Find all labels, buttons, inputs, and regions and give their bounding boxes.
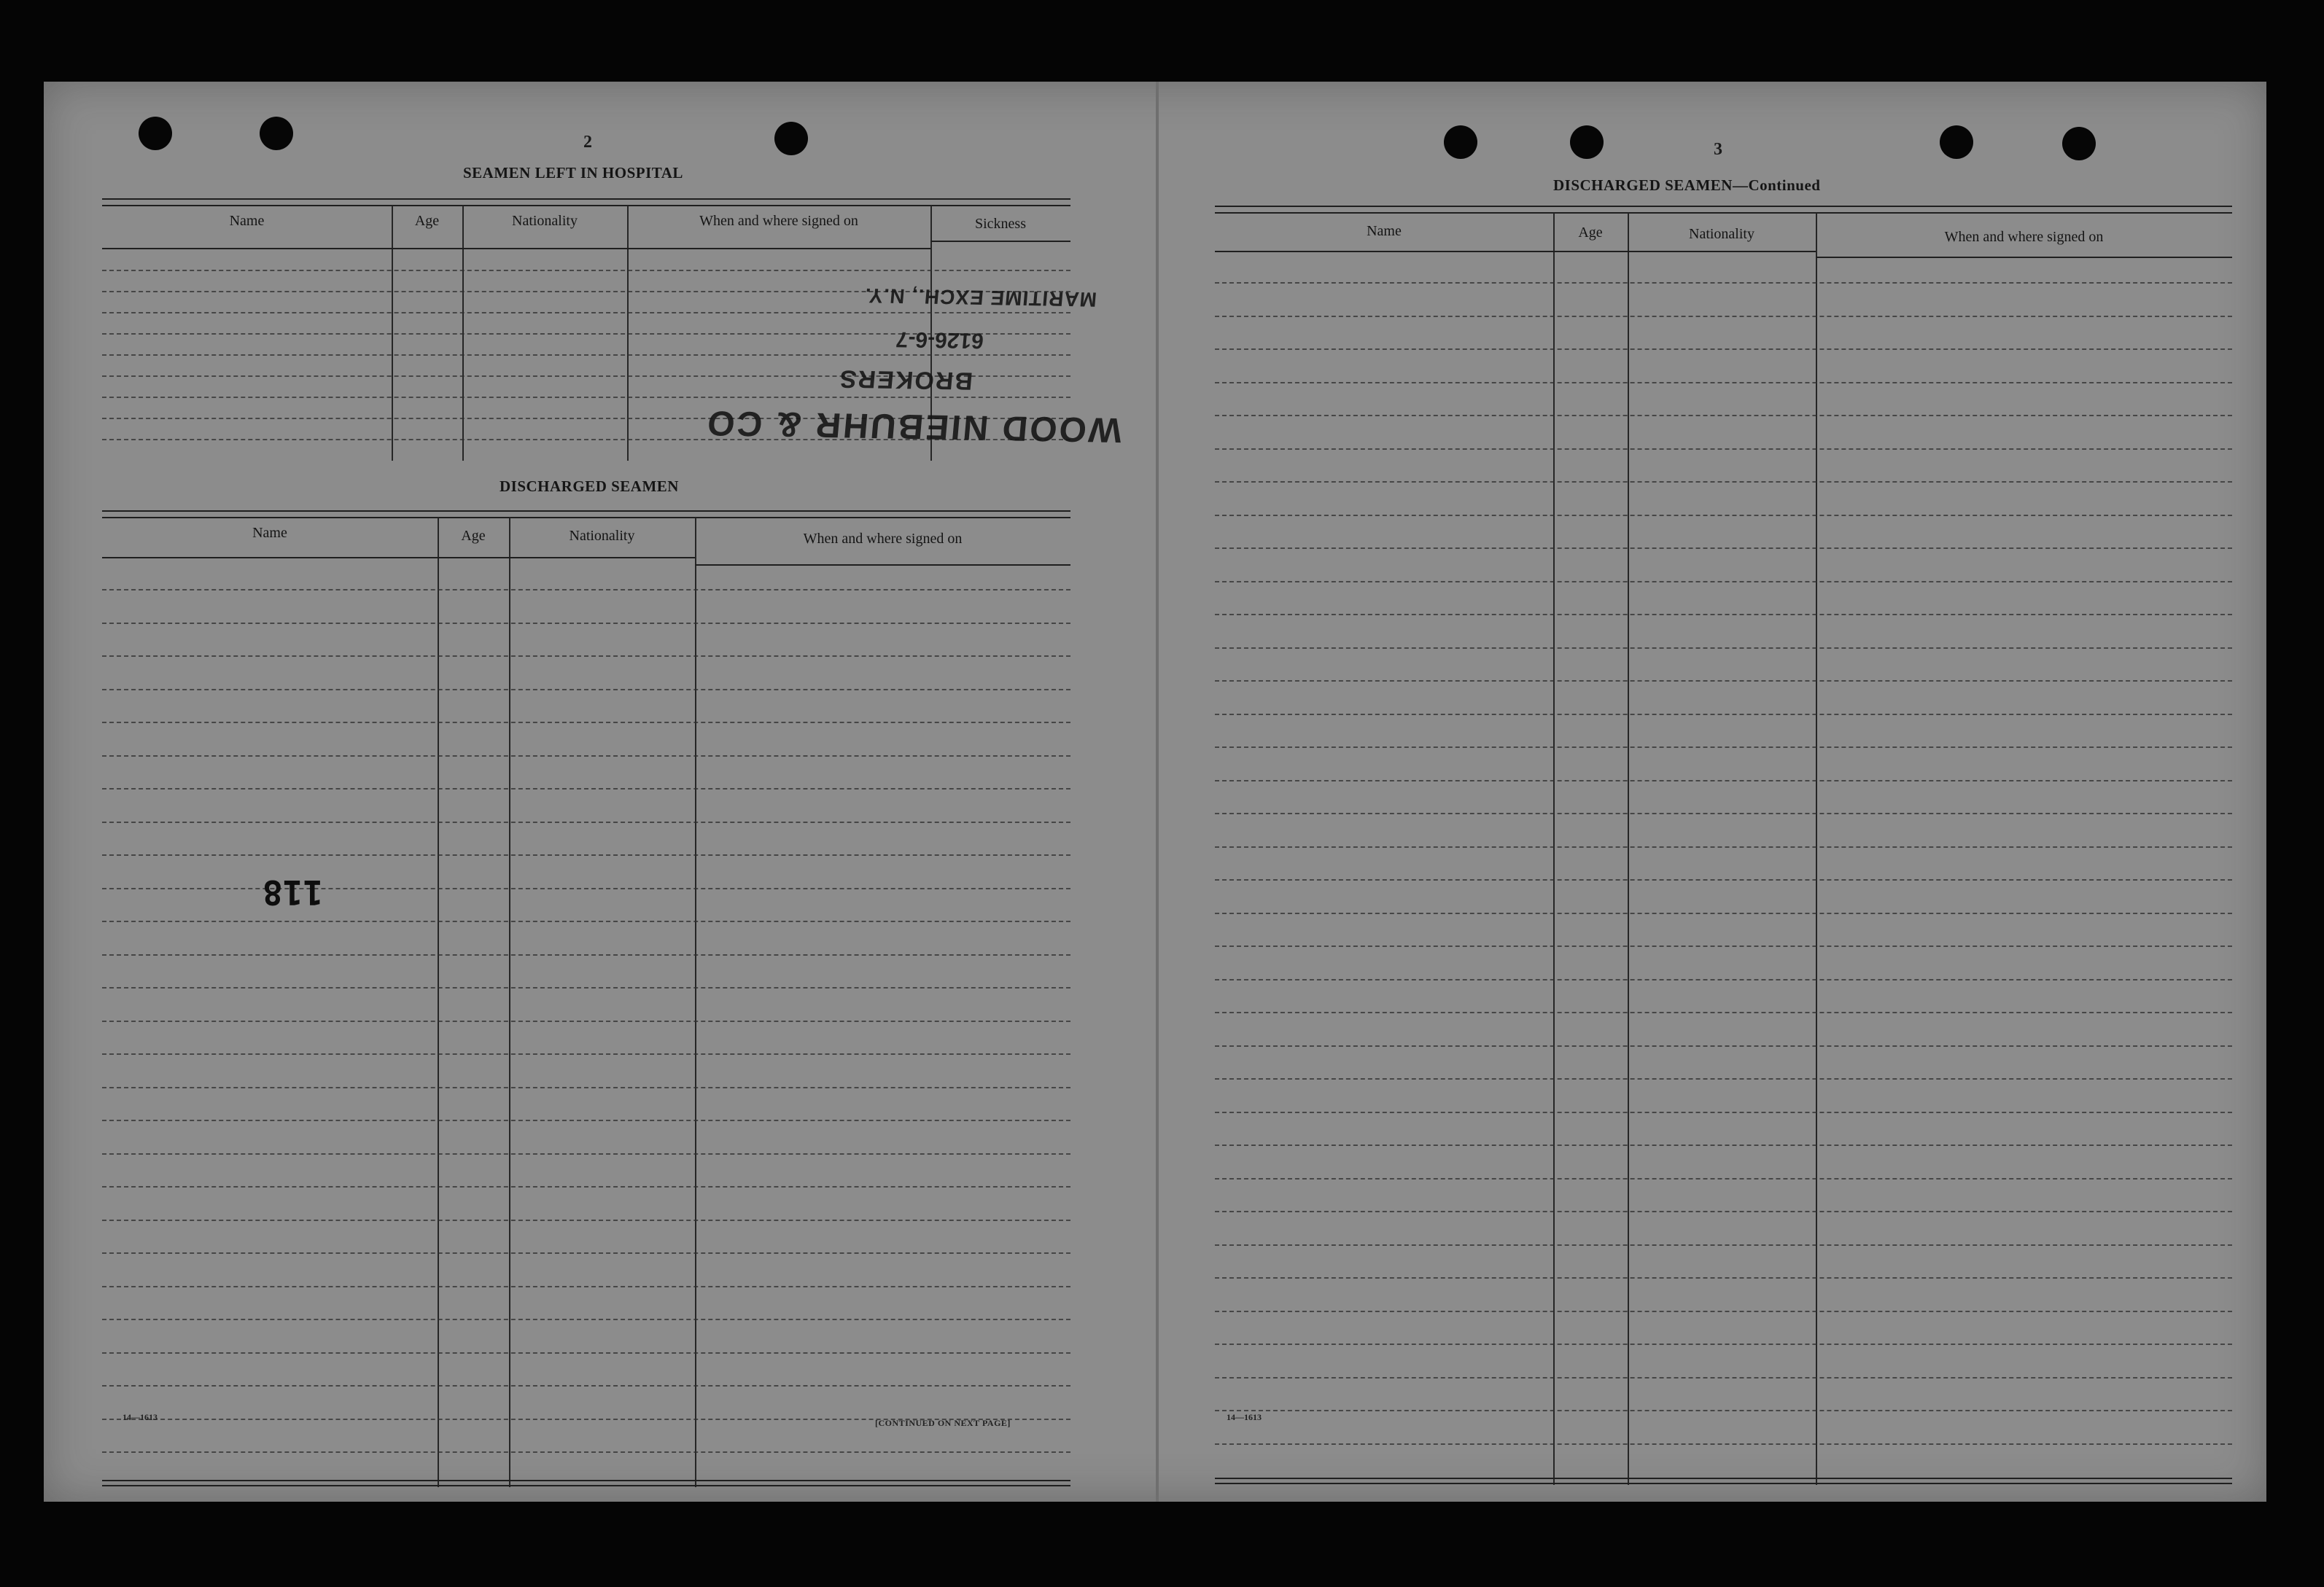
row-line	[1215, 1045, 2232, 1047]
row-line	[1215, 780, 2232, 781]
column-header-nationality: Nationality	[512, 213, 578, 229]
column-divider	[1628, 213, 1629, 1485]
column-header-name: Name	[252, 525, 287, 541]
punch-hole	[774, 122, 808, 155]
column-divider	[1553, 213, 1555, 1485]
column-header-age: Age	[461, 528, 486, 544]
column-header-nationality: Nationality	[569, 528, 635, 544]
row-line	[1215, 1311, 2232, 1312]
row-line	[1215, 515, 2232, 516]
header-underline	[102, 557, 695, 558]
row-line	[102, 755, 1070, 757]
stamp-line-2: BROKERS	[837, 364, 974, 395]
row-line	[1215, 1244, 2232, 1246]
row-line	[1215, 1377, 2232, 1379]
row-line	[102, 1385, 1070, 1387]
row-line	[1215, 581, 2232, 582]
row-line	[102, 623, 1070, 624]
row-line	[1215, 945, 2232, 947]
row-line	[102, 1021, 1070, 1022]
row-line	[1215, 1012, 2232, 1013]
row-line	[102, 1220, 1070, 1221]
row-line	[1215, 547, 2232, 549]
row-line	[102, 987, 1070, 989]
discharged-section-title: DISCHARGED SEAMEN	[500, 477, 679, 495]
table-top-rule	[1215, 206, 2232, 214]
page-number-right: 3	[1714, 140, 1722, 159]
row-line	[1215, 714, 2232, 715]
row-line	[102, 854, 1070, 856]
row-line	[102, 1053, 1070, 1055]
column-header-nationality: Nationality	[1689, 226, 1754, 242]
hospital-section-title: SEAMEN LEFT IN HOSPITAL	[463, 164, 683, 182]
row-line	[102, 655, 1070, 657]
row-line	[1215, 382, 2232, 383]
row-line	[1215, 1078, 2232, 1080]
row-line	[1215, 913, 2232, 914]
punch-hole	[1444, 125, 1477, 159]
row-line	[1215, 1443, 2232, 1445]
page-number-left: 2	[583, 133, 592, 152]
row-line	[1215, 1211, 2232, 1212]
punch-hole	[139, 117, 172, 150]
column-divider	[438, 518, 439, 1487]
column-header-name: Name	[1367, 223, 1402, 239]
discharged-continued-title: DISCHARGED SEAMEN—Continued	[1553, 176, 1821, 194]
row-line	[1215, 647, 2232, 649]
row-line	[102, 589, 1070, 590]
row-line	[102, 1120, 1070, 1121]
row-line	[102, 1153, 1070, 1155]
row-line	[1215, 1410, 2232, 1411]
column-header-when-where: When and where signed on	[699, 213, 858, 229]
continued-note: [CONTINUED ON NEXT PAGE]	[875, 1418, 1011, 1428]
row-line	[1215, 879, 2232, 881]
row-line	[102, 1286, 1070, 1287]
punch-hole	[260, 117, 293, 150]
row-line	[102, 822, 1070, 823]
stamp-line-1: WOOD NIEBUHR & CO	[704, 403, 1124, 450]
handwritten-number: 118	[263, 873, 324, 912]
row-line	[1215, 979, 2232, 980]
document-sheet	[44, 82, 2266, 1502]
discharged-continued-table	[1215, 206, 2232, 1487]
row-line	[102, 1252, 1070, 1254]
column-divider	[509, 518, 510, 1487]
table-bottom-rule	[102, 1480, 1070, 1486]
row-line	[1215, 846, 2232, 848]
punch-hole	[1940, 125, 1973, 159]
row-line	[1215, 746, 2232, 748]
punch-hole	[2062, 127, 2096, 160]
row-line	[102, 1186, 1070, 1188]
row-line	[102, 788, 1070, 789]
row-line	[1215, 1145, 2232, 1146]
row-line	[1215, 680, 2232, 682]
row-line	[1215, 448, 2232, 450]
column-header-name: Name	[229, 213, 265, 229]
punch-hole	[1570, 125, 1604, 159]
row-line	[102, 954, 1070, 956]
broker-stamp	[674, 195, 1149, 464]
discharged-table	[102, 510, 1070, 1489]
row-line	[1215, 481, 2232, 483]
row-line	[1215, 282, 2232, 284]
row-line	[102, 689, 1070, 690]
form-code-left: 14—1613	[123, 1412, 158, 1422]
header-underline	[1215, 251, 1816, 252]
row-line	[1215, 1112, 2232, 1113]
row-line	[102, 1352, 1070, 1354]
row-line	[1215, 1178, 2232, 1179]
column-divider	[695, 518, 696, 1487]
row-line	[1215, 316, 2232, 317]
header-underline	[1816, 257, 2232, 258]
row-line	[102, 1319, 1070, 1320]
row-line	[1215, 614, 2232, 615]
row-line	[102, 1087, 1070, 1088]
table-top-rule	[102, 510, 1070, 518]
stamp-line-3: 6126-6-7	[895, 327, 985, 353]
row-line	[102, 722, 1070, 723]
row-line	[1215, 1344, 2232, 1345]
column-header-when-where: When and where signed on	[803, 531, 963, 547]
form-code-right: 14—1613	[1227, 1412, 1262, 1422]
row-line	[1215, 415, 2232, 416]
header-underline	[695, 564, 1070, 566]
stamp-line-4: MARITIME EXCH., N.Y.	[863, 284, 1098, 311]
row-line	[102, 1451, 1070, 1453]
row-line	[102, 888, 1070, 889]
page-fold	[1156, 82, 1159, 1502]
column-header-sickness: Sickness	[975, 216, 1026, 232]
table-bottom-rule	[1215, 1478, 2232, 1484]
column-divider	[1816, 213, 1817, 1485]
row-line	[1215, 1277, 2232, 1279]
row-line	[1215, 348, 2232, 350]
row-line	[1215, 813, 2232, 814]
row-line	[102, 921, 1070, 922]
column-header-age: Age	[1578, 225, 1603, 241]
column-header-age: Age	[414, 213, 440, 229]
column-header-when-where: When and where signed on	[1944, 229, 2104, 245]
